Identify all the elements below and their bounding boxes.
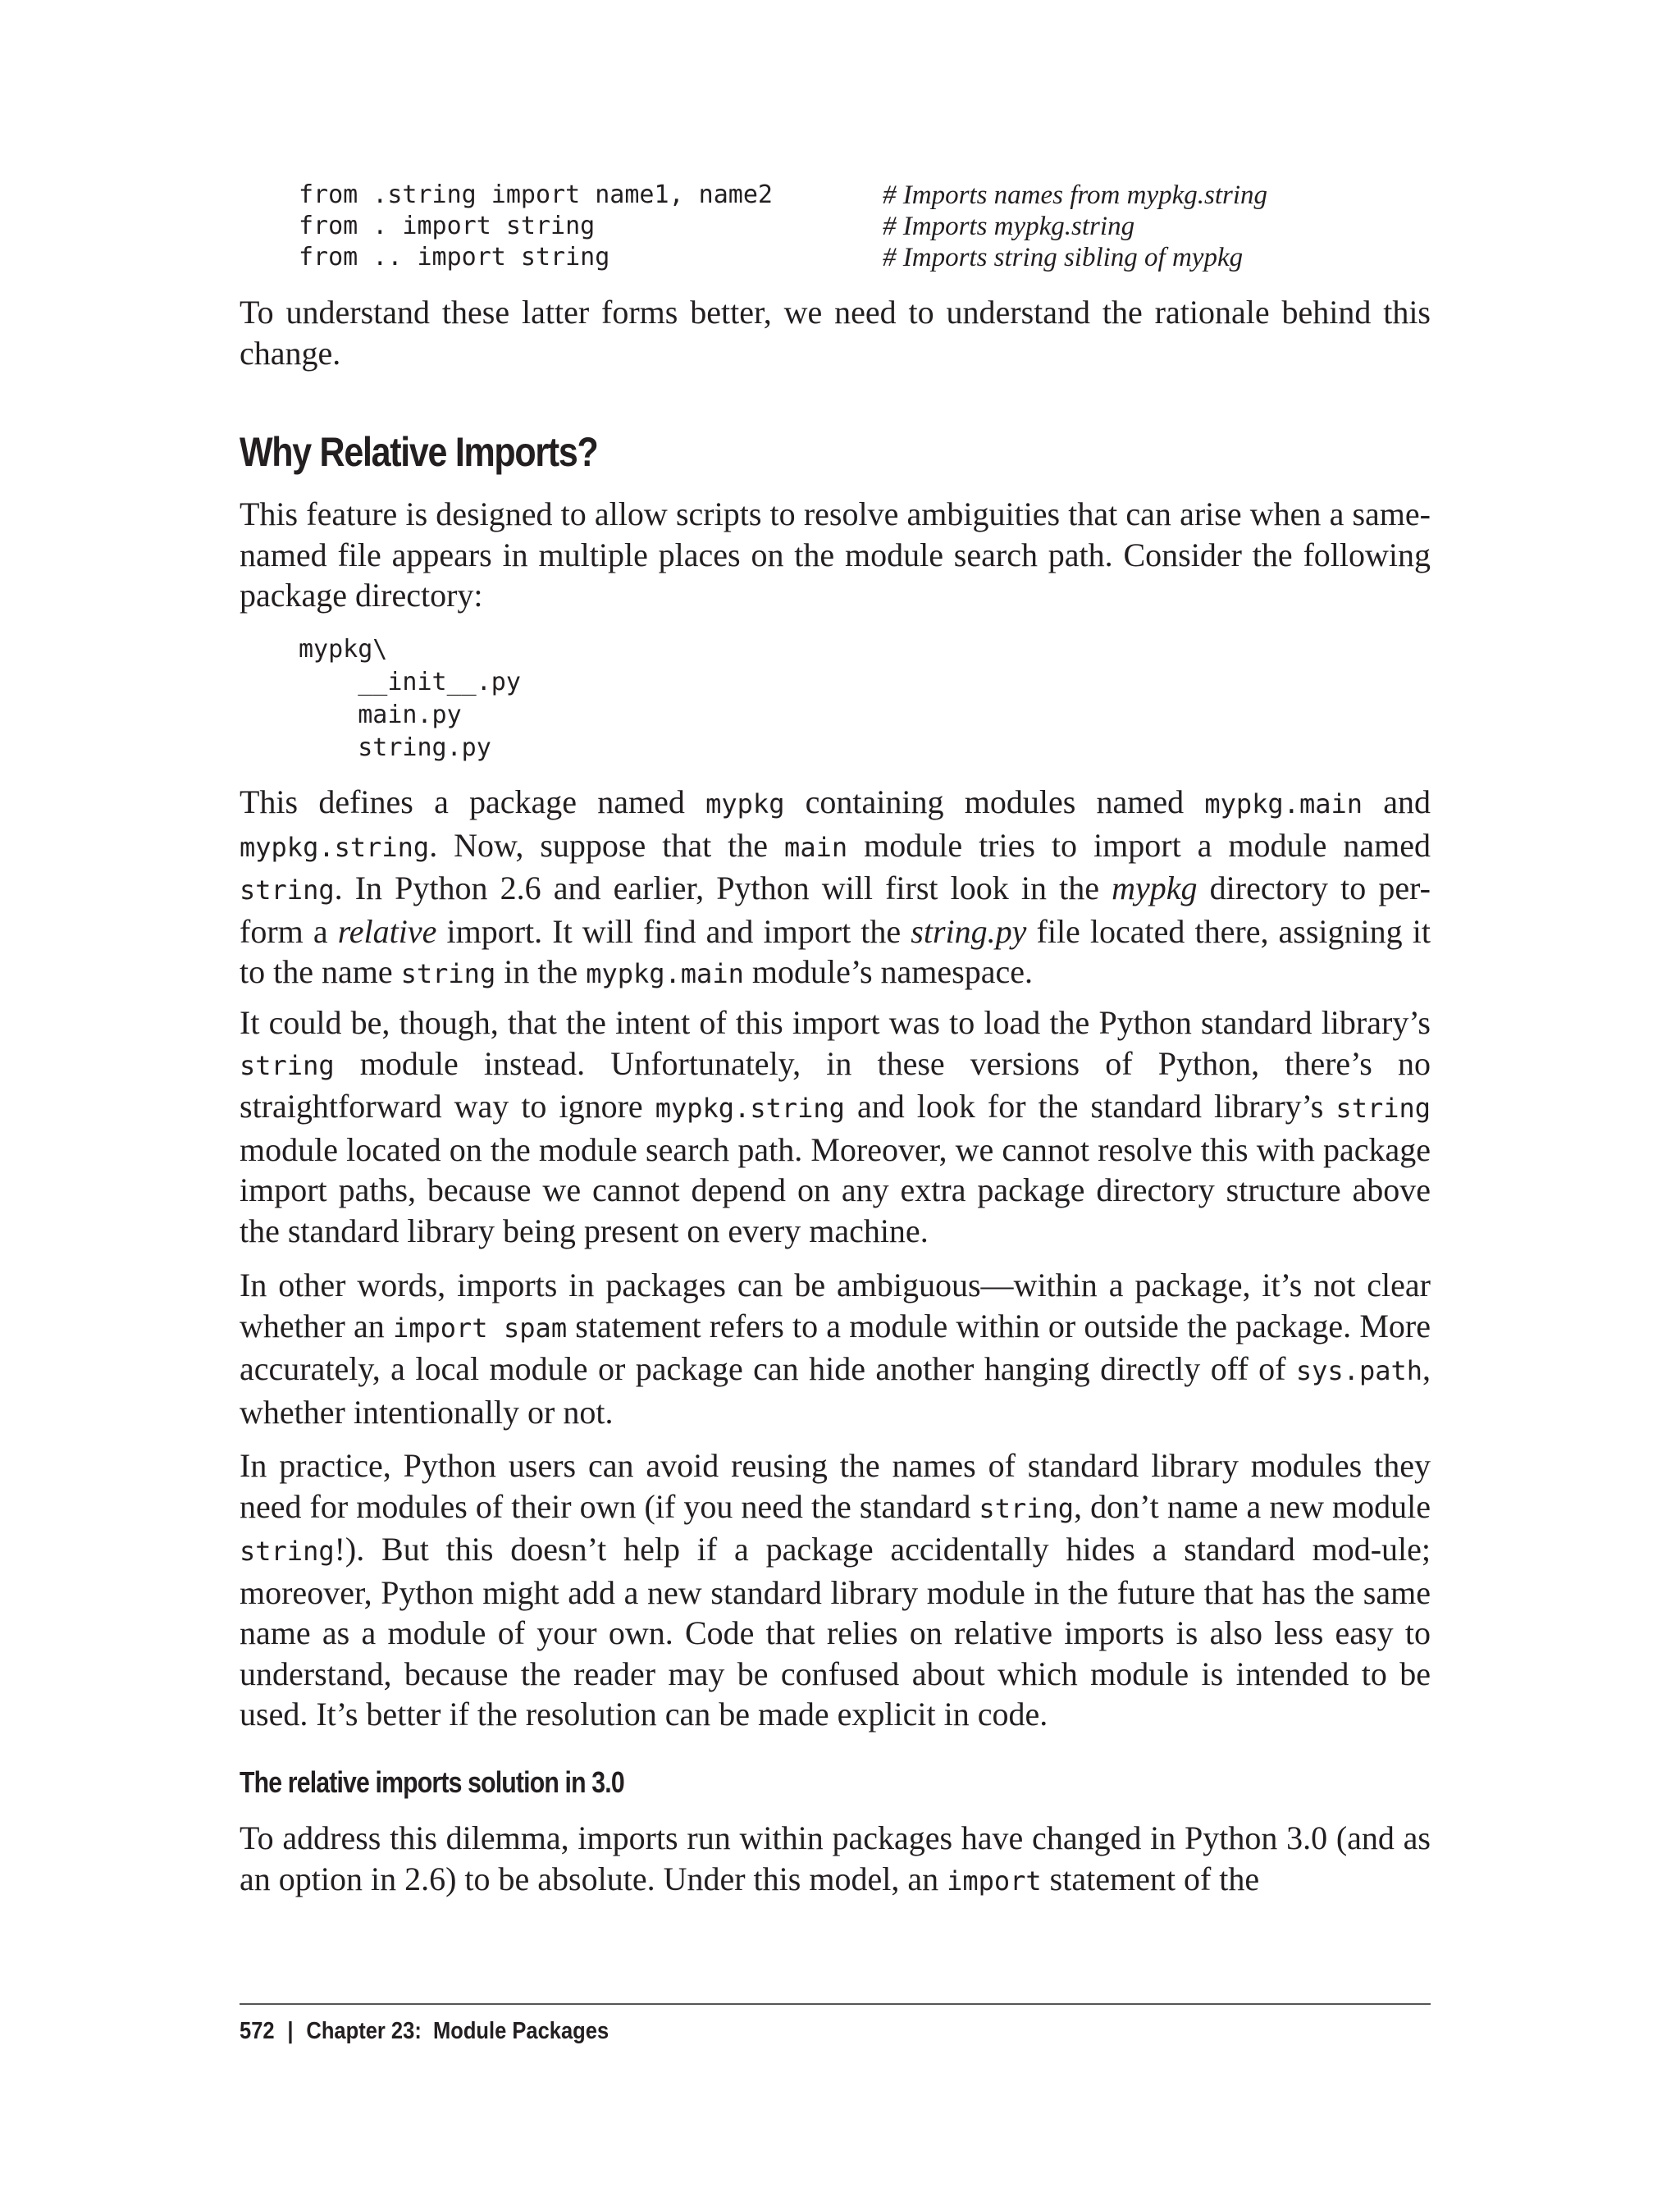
code-line bbox=[299, 210, 1447, 243]
code-text: from .. import string bbox=[299, 243, 610, 272]
footer-rule bbox=[240, 2003, 1431, 2005]
directory-tree bbox=[299, 633, 521, 765]
page-number: 572 bbox=[240, 2018, 275, 2044]
code-text: from .string import name1, name2 bbox=[299, 180, 773, 209]
code-comment: # Imports mypkg.string bbox=[883, 212, 1135, 241]
section-heading: Why Relative Imports? bbox=[240, 429, 598, 475]
footer-separator: | bbox=[287, 2018, 294, 2044]
paragraph-practice: In practice, Python users can avoid reusing the names of standard library modules they need for modules of their own (if you need the standard string, don’t name a new module string!). But this doesn’t help if a package accidentally hides a standard mod-ule; moreover, Python might add a new standard library module in the future that has the same name as a module of your own. Code that relies on relative imports is also less easy to understand, because the reader may be confused about which module is intended to be used. It’s better if the resolution can be made explicit in code. bbox=[240, 1447, 1431, 1732]
code-line bbox=[299, 241, 1447, 274]
chapter-title: Chapter 23: Module Packages bbox=[306, 2018, 609, 2044]
code-line bbox=[299, 179, 1447, 212]
tree-line: __init__.py bbox=[299, 668, 521, 696]
paragraph-package-definition: This defines a package named mypkg containing modules named mypkg.main and mypkg.string. Now, suppose that the main module tries to import a module named string. In Python 2.6 and earlier, Python will first look in the mypkg directory to per-form a relative import. It will find and import the string.py file located there, assigning it to the name string in the mypkg.main module’s namespace. bbox=[240, 783, 1431, 990]
tree-line: string.py bbox=[299, 733, 491, 762]
code-text: from . import string bbox=[299, 212, 596, 240]
page-footer bbox=[240, 2018, 609, 2045]
paragraph-solution: To address this dilemma, imports run within packages have changed in Python 3.0 (and as an option in 2.6) to be absolute. Under this model, an import statement of the bbox=[240, 1819, 1431, 1897]
paragraph-feature: This feature is designed to allow scripts to resolve ambiguities that can arise when a same-named file appears in multiple places on the module search path. Consider the following package directory: bbox=[240, 495, 1431, 614]
tree-line: mypkg\ bbox=[299, 635, 388, 664]
paragraph-intent: It could be, though, that the intent of this import was to load the Python standard library’s string module instead. Unfortunately, in these versions of Python, there’s no straightforward way to ignore mypkg.string and look for the standard library’s string module located on the module search path. Moreover, we cannot resolve this with package import paths, because we cannot depend on any extra package directory structure above the standard library being present on every machine. bbox=[240, 1004, 1431, 1249]
subsection-heading: The relative imports solution in 3.0 bbox=[240, 1765, 624, 1799]
paragraph-ambiguous: In other words, imports in packages can be ambiguous—within a package, it’s not clear whether an import spam statement refers to a module within or outside the package. More accurately, a local module or package can hide another hanging directly off of sys.path, whether intentionally or not. bbox=[240, 1267, 1431, 1431]
intro-paragraph: To understand these latter forms better, we need to understand the rationale behind this change. bbox=[240, 294, 1431, 372]
tree-line: main.py bbox=[299, 701, 462, 729]
code-comment: # Imports names from mypkg.string bbox=[883, 180, 1268, 210]
code-comment: # Imports string sibling of mypkg bbox=[883, 243, 1244, 272]
